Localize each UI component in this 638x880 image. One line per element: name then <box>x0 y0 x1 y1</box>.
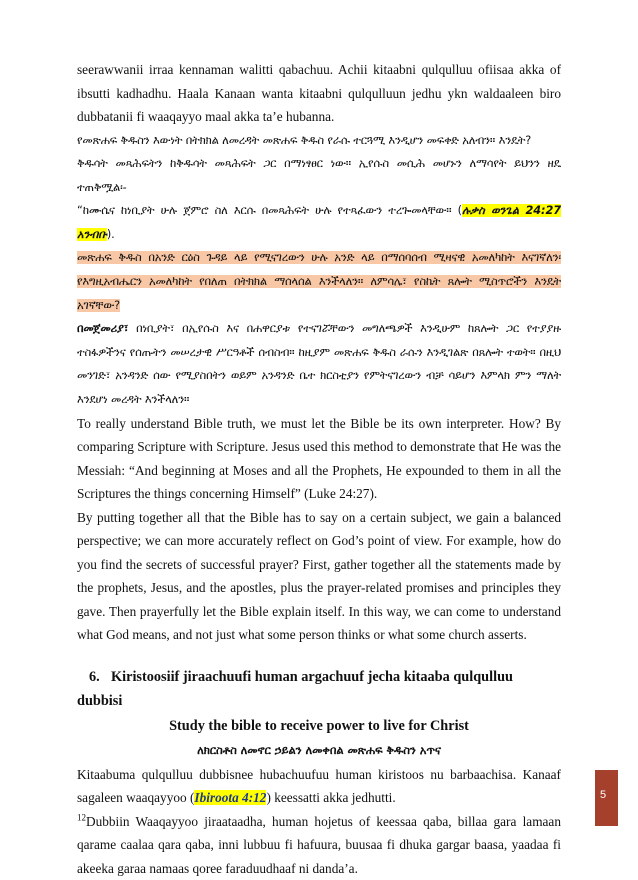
paragraph-oromo-intro: seerawwanii irraa kennaman walitti qabachuu. Achii kitaabni qulqulluu ofiisaa akka of ibsutti kadhadhu. Haala Kanaan wanta kitaabni qulqulluun jedhu ykn waldaaleen biro dubbatanii fi waaqayyo maal akka ta’e hubanna. <box>77 62 561 124</box>
paragraph-text-a: Kitaabuma qulqulluu dubbisnee hubachuufuu human kiristoos nu barbaachisa. Kanaaf sagaleen waaqayyoo ( <box>77 766 561 806</box>
paragraph-english-1: To really understand Bible truth, we must let the Bible be its own interpreter. How? By comparing Scripture with Scripture. Jesus used this method to demonstrate that He was the Messiah: “And beginning at Moses and all the Prophets, He expounded to them in all the Scriptures the things concerning Himself” (Luke 24:27). <box>77 415 561 502</box>
amharic-quote: “ከሙሴና ከነቢያት ሁሉ ጀምሮ ስለ እርሱ በመጻሕፍት ሁሉ የተጻፈውን ተረጐመላቸው። ( <box>77 204 462 218</box>
section-number: 6. <box>89 668 100 685</box>
page-content <box>77 58 561 880</box>
hebrews-reference: Ibiroota 4:12 <box>194 790 267 806</box>
luke-reference-highlight: ሉቃስ ወንጌል 24:27 አንብቡ <box>77 204 561 241</box>
paragraph-oromo-2 <box>77 763 561 810</box>
amharic-body: በነቢያት፣ በኢየሱስ እና በሐዋርያቱ የተናገሯቸውን መግለጫዎች እንዲሁም ከጸሎት ጋር የተያያዙ ተስፋዎችንና የሰጡትን መሠረታዊ ሥርዓቶች ሰብስብ። ከዚያም መጽሐፍ ቅዱስ ራሱን እንዲገልጽ በጸሎት ተወት። በዚህ መንገድ፣ አንዳንድ ሰው የሚያስበትን ወይም አንዳንድ ቤተ ክርስቲያን የምትናገረውን ብቻ ሳይሆን እምላክ ምን ማለት እንደሆነ መረዳት እንችላለን። <box>77 322 561 407</box>
section-heading <box>77 665 561 713</box>
paragraph-english-2: By putting together all that the Bible has to say on a certain subject, we gain a balanced perspective; we can more accurately reflect on God’s point of view. For example, how do you find the secrets of successful prayer? First, gather together all the statements made by the prophets, Jesus, and the apostles, plus the prayer-related promises and principles they gave. Then prayerfully let the Bible explain itself. In this way, we can come to understand what God means, and not just what some person thinks or what some church asserts. <box>77 509 561 643</box>
paragraph-amharic-4 <box>77 246 561 317</box>
amharic-first-bold: በመጀመሪያ፣ <box>77 322 129 336</box>
highlighted-amharic-text: መጽሐፍ ቅዱስ በአንድ ርዕስ ጉዳይ ላይ የሚናገረውን ሁሉ አንድ ላይ በማሰባሰብ ሚዛናዊ አመለካከት እናገኛለን፡ የእግዚአብሔርን አመለካከት የበለጠ በትክክል ማሰላሰል እንችላለን። ለምሳሌ፣ የስኬት ጸሎት ሚስጥሮችን እንዴት አገኛቸው? <box>77 251 561 312</box>
paragraph-verse <box>77 810 561 880</box>
verse-text: Dubbiin Waaqayyoo jiraataadha, human hojetus of keessaa qaba, billaa gara lamaan qarame caalaa qara qaba, inni lubbuu fi hafuura, buusaa fi dhuka gargar baasa, yaadaa fi akeeka garaa namaas qoree faraduudhaaf ni danda’a. <box>77 813 561 876</box>
paragraph-amharic-3 <box>77 199 561 246</box>
section-subheading: Study the bible to receive power to live for Christ <box>169 717 469 734</box>
section-amharic-heading: ለክርስቶስ ለመኖር ኃይልን ለመቀበል መጽሐፍ ቅዱስን አጥና <box>197 743 441 757</box>
paragraph-amharic-2: ቅዱሳት መጻሕፍትን ከቅዱሳት መጻሕፍት ጋር በማነፃፀር ነው። ኢየሱስ መሲሕ መሆኑን ለማሳየት ይህንን ዘዴ ተጠቅሟል፡- <box>77 157 561 194</box>
section-title: Kiristoosiif jiraachuufi human argachuuf jecha kitaaba qulqulluu dubbisi <box>77 668 513 709</box>
amharic-quote-end: ). <box>106 227 115 241</box>
paragraph-text-b: ) keessatti akka jedhutti. <box>266 790 396 806</box>
paragraph-amharic-1: የመጽሐፍ ቅዱስን እውነት በትክክል ለመረዳት መጽሐፍ ቅዱስ የራሱ ተርጓሚ እንዲሆን መፍቀድ አለብን። እንዴት? <box>77 133 532 147</box>
page-number-badge <box>595 770 618 826</box>
paragraph-amharic-5 <box>77 317 561 411</box>
verse-number: 12 <box>77 812 86 823</box>
page-number: 5 <box>600 789 607 801</box>
